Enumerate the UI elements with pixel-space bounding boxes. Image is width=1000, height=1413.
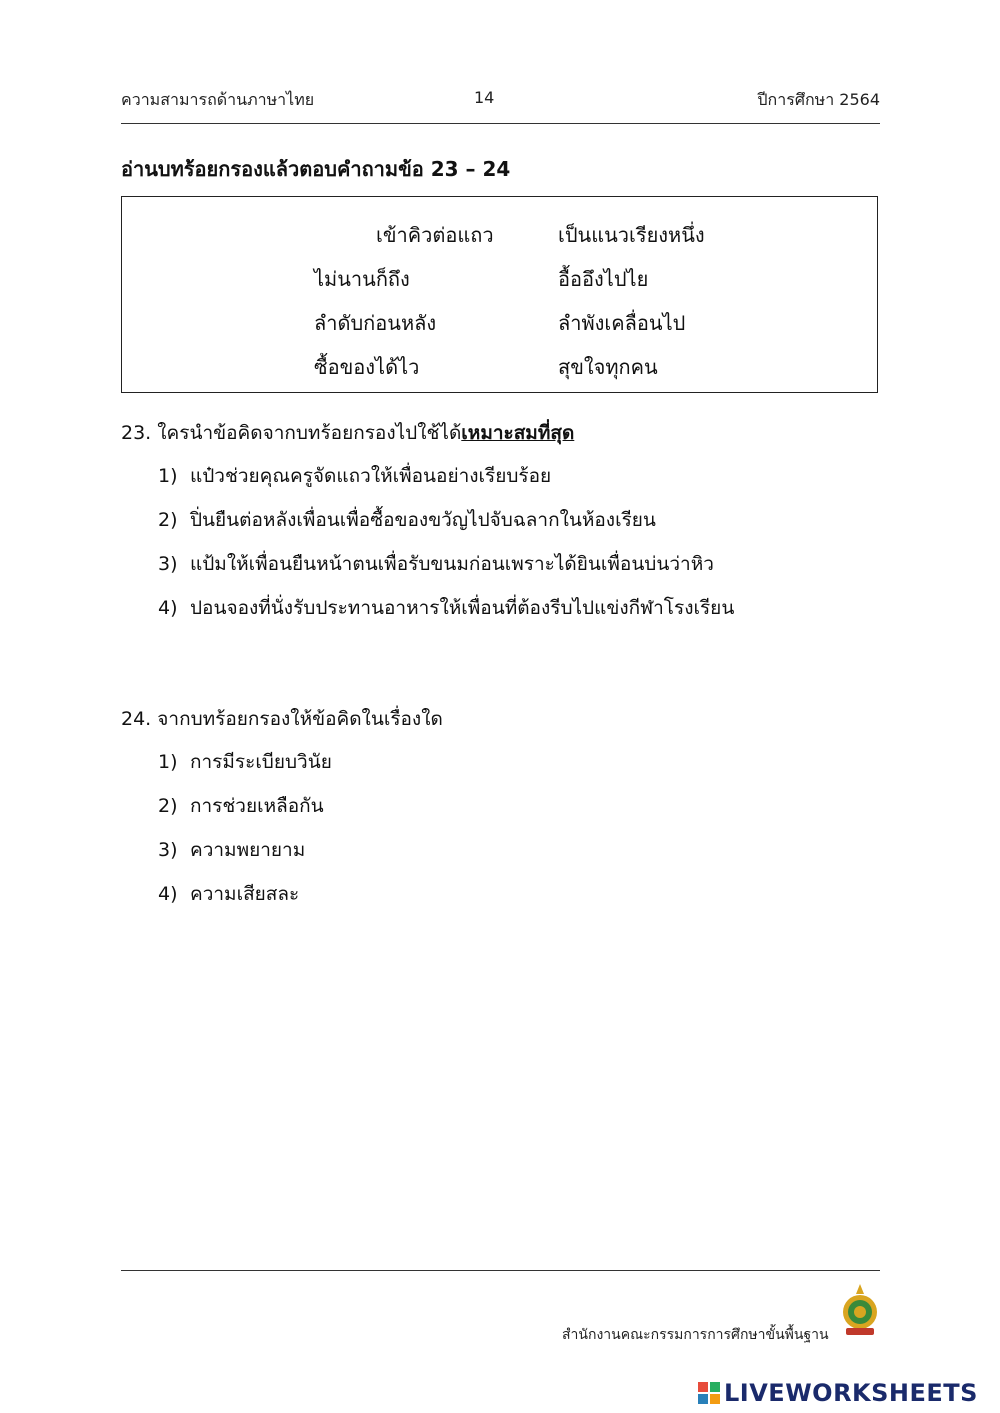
question-23-option-3[interactable] [158, 549, 714, 579]
obec-seal-icon [838, 1282, 882, 1338]
liveworksheets-watermark[interactable] [698, 1379, 978, 1407]
option-number: 2) [158, 509, 178, 531]
option-number: 3) [158, 553, 178, 575]
header-subject: ความสามารถด้านภาษาไทย [121, 90, 315, 109]
question-24-stem [121, 704, 443, 734]
poem-line-2-right: อื้ออึงไปไย [558, 267, 649, 291]
question-23-option-1[interactable] [158, 461, 551, 491]
question-number: 24. [121, 708, 152, 730]
header-page-number: 14 [474, 88, 495, 107]
option-number: 3) [158, 839, 178, 861]
instruction-heading: อ่านบทร้อยกรองแล้วตอบคำถามข้อ 23 – 24 [121, 157, 511, 181]
header-academic-year: ปีการศึกษา 2564 [757, 90, 880, 109]
question-emphasis: เหมาะสมที่สุด [461, 422, 575, 444]
option-number: 1) [158, 465, 178, 487]
liveworksheets-logo-icon [698, 1382, 720, 1404]
question-23-option-2[interactable] [158, 505, 656, 535]
question-text: ใครนำข้อคิดจากบทร้อยกรองไปใช้ได้ [157, 422, 462, 444]
poem-line-3-left: ลำดับก่อนหลัง [314, 311, 437, 335]
footer-organization: สำนักงานคณะกรรมการการศึกษาขั้นพื้นฐาน [562, 1327, 829, 1343]
option-text: การมีระเบียบวินัย [190, 751, 332, 773]
liveworksheets-text: LIVEWORKSHEETS [724, 1379, 978, 1407]
poem-line-3-right: ลำพังเคลื่อนไป [558, 311, 686, 335]
question-23-stem [121, 418, 574, 448]
option-number: 4) [158, 883, 178, 905]
poem-line-4-left: ซื้อของได้ไว [314, 355, 420, 379]
option-text: ปิ่นยืนต่อหลังเพื่อนเพื่อซื้อของขวัญไปจับฉลากในห้องเรียน [190, 509, 656, 531]
poem-line-1-left: เข้าคิวต่อแถว [376, 223, 494, 247]
question-23-option-4[interactable] [158, 593, 734, 623]
question-number: 23. [121, 422, 152, 444]
header-rule [121, 123, 880, 124]
poem-line-4-right: สุขใจทุกคน [558, 355, 658, 379]
poem-line-1-right: เป็นแนวเรียงหนึ่ง [558, 223, 705, 247]
option-text: การช่วยเหลือกัน [190, 795, 324, 817]
option-number: 1) [158, 751, 178, 773]
question-24-option-4[interactable] [158, 879, 299, 909]
option-text: แป้มให้เพื่อนยืนหน้าตนเพื่อรับขนมก่อนเพราะได้ยินเพื่อนบ่นว่าหิว [190, 553, 714, 575]
question-text: จากบทร้อยกรองให้ข้อคิดในเรื่องใด [157, 708, 443, 730]
poem-box [121, 196, 878, 393]
option-number: 2) [158, 795, 178, 817]
question-24-option-3[interactable] [158, 835, 305, 865]
option-text: ปอนจองที่นั่งรับประทานอาหารให้เพื่อนที่ต้องรีบไปแข่งกีฬาโรงเรียน [190, 597, 735, 619]
option-text: แป๋วช่วยคุณครูจัดแถวให้เพื่อนอย่างเรียบร้อย [190, 465, 552, 487]
option-number: 4) [158, 597, 178, 619]
footer-rule [121, 1270, 880, 1271]
question-24-option-2[interactable] [158, 791, 324, 821]
option-text: ความพยายาม [190, 839, 306, 861]
option-text: ความเสียสละ [190, 883, 300, 905]
poem-line-2-left: ไม่นานก็ถึง [314, 267, 410, 291]
question-24-option-1[interactable] [158, 747, 332, 777]
